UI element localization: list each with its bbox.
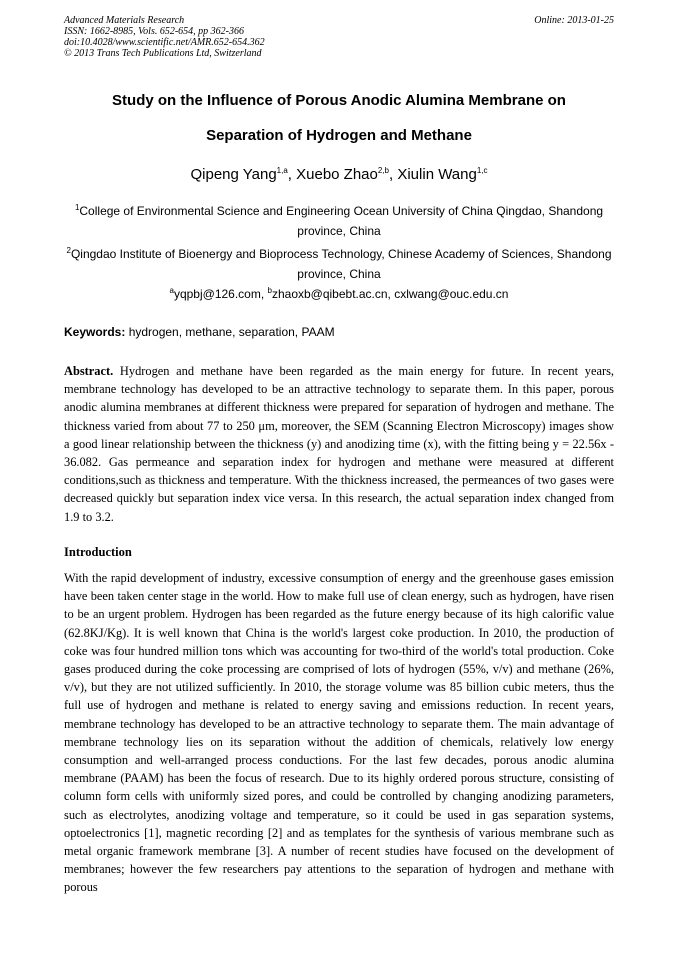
email-superscript: a: [169, 286, 174, 295]
doi-line[interactable]: doi:10.4028/www.scientific.net/AMR.652-654.362: [64, 37, 265, 48]
author-separator: ,: [287, 166, 297, 183]
abstract: [64, 362, 614, 526]
email-superscript: b: [267, 286, 272, 295]
keywords-text: hydrogen, methane, separation, PAAM: [125, 325, 335, 339]
affiliation-superscript: 1: [74, 203, 80, 212]
keywords-label: Keywords:: [64, 325, 126, 339]
paper-title-line-1: Study on the Influence of Porous Anodic Alumina Membrane on: [112, 92, 566, 109]
abstract-text: Hydrogen and methane have been regarded as the main energy for future. In recent years, membrane technology has developed to be an attractive technology to separate them. In this paper, porous anodic alumina membranes at different thickness were prepared for separation of hydrogen and methane. The thickness varied from about 77 to 250 μm, moreover, the SEM (Scanning Electron Microscopy) images show a good linear relationship between the thickness (y) and anodizing time (x), with the fitting being y = 22.56x - 36.082. Gas permeance and separation index for hydrogen and methane were measured at different conditions,such as thickness and temperature. With the thickness increased, the permeances of two gases were decreased quickly but separation index vice versa. In this research, the actual separation index changed from 1.9 to 3.2.: [64, 364, 614, 524]
introduction-heading: Introduction: [64, 545, 132, 559]
author-superscript: 1,c: [476, 166, 488, 175]
keywords: [64, 325, 614, 339]
author-superscript: 2,b: [377, 166, 389, 175]
affiliation-text: Qingdao Institute of Bioenergy and Bioprocess Technology, Chinese Academy of Sciences, Shandong province, China: [70, 247, 612, 281]
paper-title-line-2: Separation of Hydrogen and Methane: [206, 127, 472, 144]
journal-name: Advanced Materials Research: [64, 15, 185, 26]
author-name: Qipeng Yang: [190, 166, 277, 183]
affiliation-text: College of Environmental Science and Engineering Ocean University of China Qingdao, Shandong province, China: [79, 204, 604, 238]
author-separator: ,: [389, 166, 398, 183]
affiliation-1: [64, 201, 614, 241]
email-a[interactable]: yqpbj@126.com,: [173, 287, 268, 301]
author-emails: [64, 287, 614, 301]
email-b[interactable]: zhaoxb@qibebt.ac.cn, cxlwang@ouc.edu.cn: [271, 287, 509, 301]
author-superscript: 1,a: [276, 166, 288, 175]
abstract-label: Abstract.: [64, 364, 114, 378]
issn-line: ISSN: 1662-8985, Vols. 652-654, pp 362-366: [64, 26, 244, 37]
online-date: Online: 2013-01-25: [534, 15, 614, 26]
affiliation-2: [64, 244, 614, 284]
author-name: Xiulin Wang: [397, 166, 477, 183]
journal-header: [64, 15, 265, 59]
copyright-line: © 2013 Trans Tech Publications Ltd, Switzerland: [64, 48, 262, 59]
author-list: [40, 166, 638, 183]
affiliation-superscript: 2: [66, 246, 71, 255]
introduction-text: With the rapid development of industry, excessive consumption of energy and the greenhouse gases emission have been taken center stage in the world. How to make full use of clean energy, such as hydrogen, have risen to be an urgent problem. Hydrogen has been regarded as the future energy because of its high calorific value (62.8KJ/Kg). It is well known that China is the world's largest coke production. In 2010, the production of coke was four hundred million tons which was accounting for two-third of the world's total production. Coke gases produced during the coke processing are comprised of lots of hydrogen (55%, v/v) and methane (26%, v/v), but they are not utilized sufficiently. In 2010, the storage volume was 85 billion cubic meters, thus the full use of hydrogen and methane is related to energy saving and emissions reduction. In recent years, membrane technology has developed to be an attractive technology to separate them. The main advantage of membrane technology lies on its separation without the addition of chemicals, relatively low energy consumption and well-arranged process conductions. For the last few decades, porous anodic alumina membrane (PAAM) has been the focus of research. Due to its highly ordered porous structure, consisting of column form cells with uniformly sized pores, and could be controlled by changing anodizing parameters, such as electrolytes, anodizing voltage and temperature, so it could be used in gas separation systems, optoelectronics [1], magnetic recording [2] and as templates for the synthesis of various membrane such as metal organic framework membrane [3]. A number of recent studies have focused on the development of membranes; however the few researchers pay attentions to the separation of hydrogen and methane with porous: [64, 571, 614, 895]
author-name: Xuebo Zhao: [296, 166, 378, 183]
